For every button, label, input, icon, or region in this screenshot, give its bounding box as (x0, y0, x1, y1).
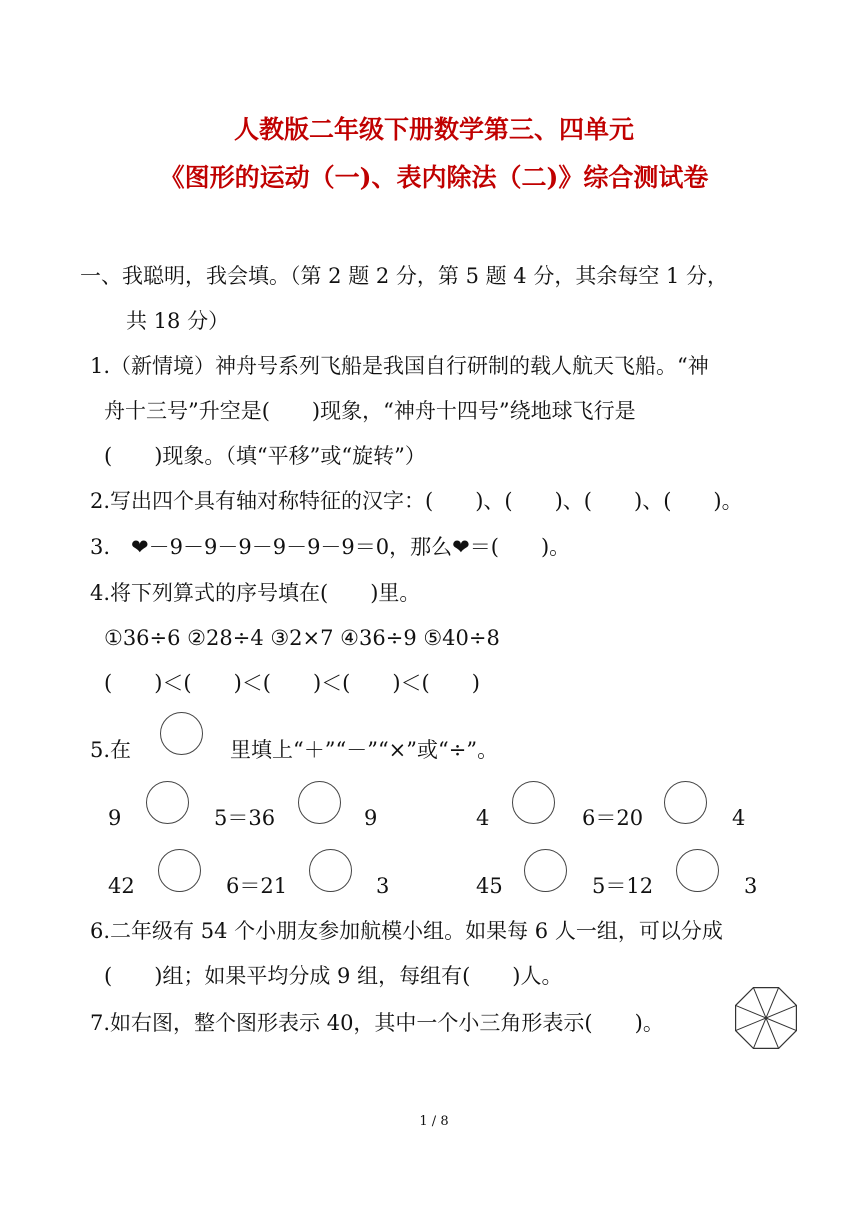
q3-text: 3. ❤－9－9－9－9－9－9＝0，那么❤＝( )。 (90, 535, 571, 559)
q1-line-3: ( )现象。（填“平移”或“旋转”） (104, 444, 426, 468)
q5-r1-a: 9 (108, 806, 122, 830)
q5-r1-e: 6＝20 (582, 806, 644, 830)
operator-circle-5[interactable] (158, 849, 201, 892)
operator-circle-6[interactable] (309, 849, 352, 892)
q5-instruction: 里填上“＋”“－”“×”或“÷”。 (230, 738, 499, 762)
q6-line-2: ( )组；如果平均分成 9 组，每组有( )人。 (104, 964, 563, 988)
section-heading: 一、我聪明，我会填。（第 2 题 2 分，第 5 题 4 分，其余每空 1 分， (80, 264, 729, 288)
q5-prefix: 5.在 (90, 738, 132, 762)
q2-text: 2.写出四个具有轴对称特征的汉字：( )、( )、( )、( )。 (90, 489, 743, 513)
q5-r2-c: 3 (376, 874, 390, 898)
q7-text: 7.如右图，整个图形表示 40，其中一个小三角形表示( )。 (90, 1011, 664, 1035)
q6-line-1: 6.二年级有 54 个小朋友参加航模小组。如果每 6 人一组，可以分成 (90, 919, 723, 943)
page-number: 1 / 8 (419, 1114, 449, 1129)
q5-r1-b: 5＝36 (214, 806, 276, 830)
operator-circle-3[interactable] (512, 781, 555, 824)
q1-line-2: 舟十三号”升空是( )现象，“神舟十四号”绕地球飞行是 (104, 399, 636, 423)
q5-r1-d: 4 (476, 806, 490, 830)
operator-circle-7[interactable] (524, 849, 567, 892)
q5-r2-f: 3 (744, 874, 758, 898)
octagon-figure (733, 985, 799, 1051)
operator-circle-2[interactable] (298, 781, 341, 824)
operator-circle-4[interactable] (664, 781, 707, 824)
q1-line-1: 1.（新情境）神舟号系列飞船是我国自行研制的载人航天飞船。“神 (90, 354, 709, 378)
operator-circle-1[interactable] (146, 781, 189, 824)
q5-r2-d: 45 (476, 874, 503, 898)
q4-line-1: 4.将下列算式的序号填在( )里。 (90, 581, 421, 605)
q5-r2-a: 42 (108, 874, 135, 898)
q4-answer-blanks: ( )＜( )＜( )＜( )＜( ) (104, 671, 480, 695)
q5-r2-e: 5＝12 (592, 874, 654, 898)
title-line-2: 《图形的运动（一)、表内除法（二)》综合测试卷 (159, 163, 709, 192)
q5-r2-b: 6＝21 (226, 874, 288, 898)
section-heading-cont: 共 18 分） (126, 309, 230, 333)
operator-circle-example (160, 712, 203, 755)
operator-circle-8[interactable] (676, 849, 719, 892)
q4-expressions: ①36÷6 ②28÷4 ③2×7 ④36÷9 ⑤40÷8 (104, 626, 500, 650)
title-line-1: 人教版二年级下册数学第三、四单元 (233, 115, 634, 144)
q5-r1-c: 9 (364, 806, 378, 830)
q5-r1-f: 4 (732, 806, 746, 830)
